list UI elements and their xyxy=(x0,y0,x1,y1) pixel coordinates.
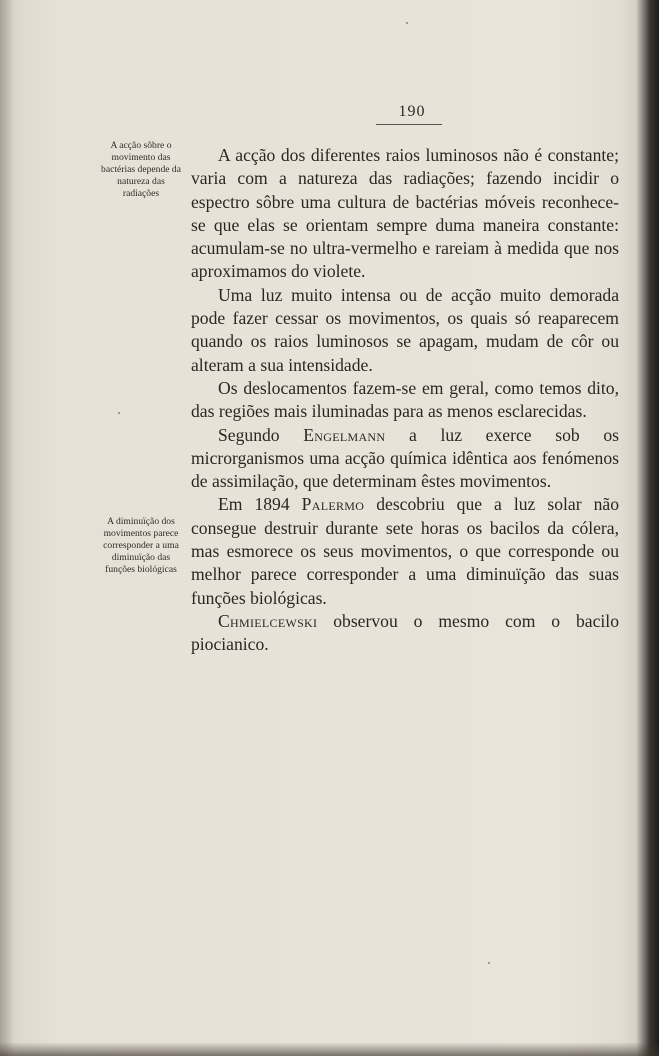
paragraph-text: Segundo xyxy=(218,424,304,445)
paragraph-text: Uma luz muito intensa ou de acção muito demorada pode fazer cessar os movimentos, os quais só reaparecem quando os raios luminosos se apagam, mudam de côr ou alteram a sua intensidade. xyxy=(191,284,619,375)
paragraph-palermo xyxy=(191,493,619,609)
paragraph-engelmann xyxy=(191,424,619,494)
author-name-palermo: Palermo xyxy=(301,494,365,515)
body-text xyxy=(191,144,619,657)
paragraph-text: Os deslocamentos fazem-se em geral, como temos dito, das regiões mais iluminadas para as menos esclarecidas. xyxy=(191,377,619,422)
author-name-engelmann: Engelmann xyxy=(303,424,386,445)
paper-speck xyxy=(406,22,408,24)
paragraph-text: A acção dos diferentes raios luminosos não é constante; varia com a natureza das radiações; fazendo incidir o espectro sôbre uma cultura de bactérias móveis reconhece-se que elas se orientam sempre duma maneira constante: acumulam-se no ultra-vermelho e rareiam à medida que nos aproximamos do violete. xyxy=(191,145,619,282)
paragraph-constancy-of-rays xyxy=(191,144,619,284)
paragraph-text: Em 1894 xyxy=(218,494,302,515)
page-number: 190 xyxy=(398,103,426,120)
paragraph-chmielcewski xyxy=(191,610,619,657)
paragraph-text: a luz exerce sob os microrganismos uma acção química idêntica aos fenómenos de assimilação, que determinam êstes movimentos. xyxy=(191,424,619,492)
paper-speck xyxy=(488,962,490,964)
paragraph-displacements xyxy=(191,377,619,424)
paper-speck xyxy=(118,412,120,414)
page-bottom-edge-shadow xyxy=(0,1042,659,1056)
paragraph-intense-light xyxy=(191,284,619,377)
page-gutter-shadow xyxy=(0,0,14,1056)
page-number-rule xyxy=(376,124,442,125)
author-name-chmielcewski: Chmielcewski xyxy=(218,610,318,631)
paragraph-text: descobriu que a luz solar não consegue destruir durante sete horas os bacilos da cólera, mas esmorece os seus movimentos, o que corresponde ou melhor parece corresponder a uma diminuïção das suas funções biológicas. xyxy=(191,494,619,608)
margin-note-diminished-movement: A diminuïção dos movimentos parece corresponder a uma diminuïção das funções biológicas xyxy=(103,516,179,576)
margin-note-action-on-movement: A acção sôbre o movimento das bactérias depende da natureza das radiações xyxy=(101,140,181,200)
paragraph-text: observou o mesmo com o bacilo piocianico. xyxy=(191,610,619,655)
